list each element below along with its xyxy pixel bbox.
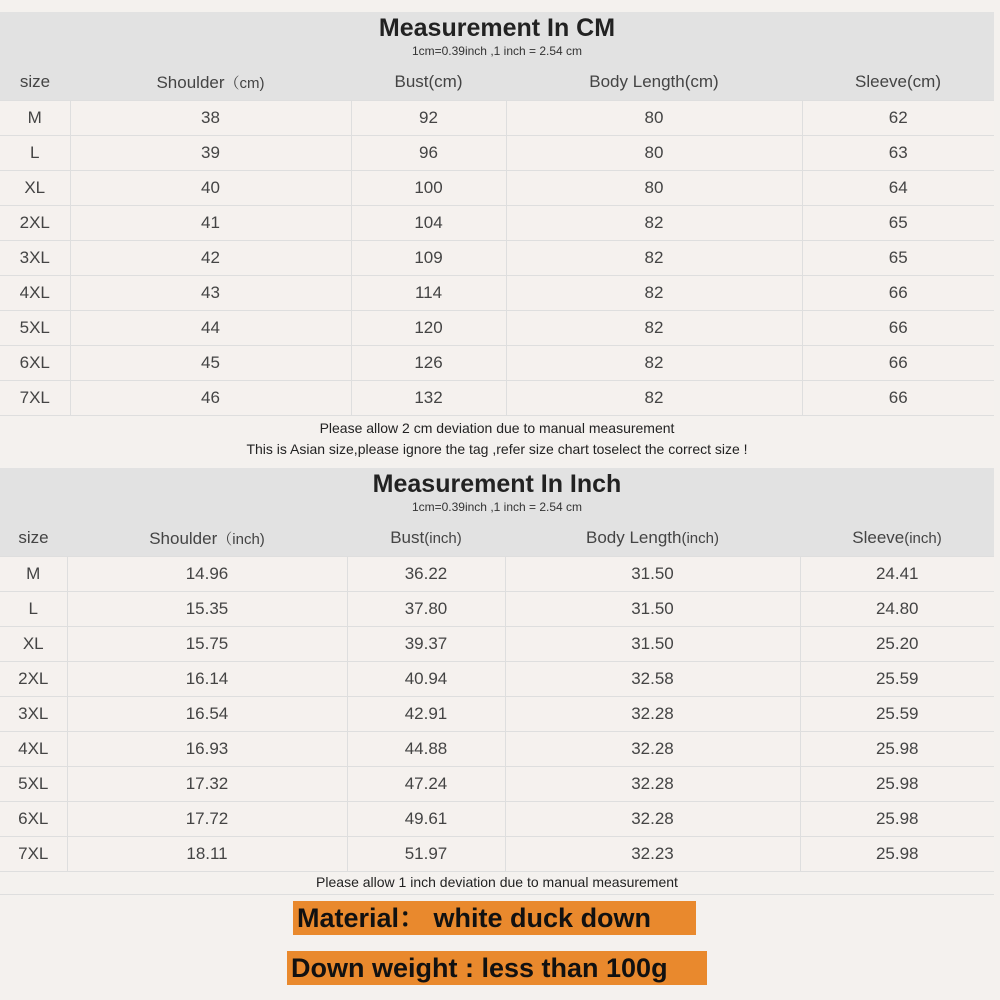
cm-column-header: [70, 64, 351, 101]
size-cell: 5XL: [0, 767, 67, 802]
table-row: [0, 311, 994, 346]
size-cell: 6XL: [0, 346, 70, 381]
measurement-cell: 126: [351, 346, 506, 381]
measurement-cell: 25.98: [800, 732, 994, 767]
cm-column-label: size: [19, 72, 51, 91]
measurement-cell: 38: [70, 101, 351, 136]
measurement-cell: 25.59: [800, 697, 994, 732]
measurement-cell: 15.75: [67, 627, 347, 662]
size-cell: M: [0, 101, 70, 136]
measurement-cell: 120: [351, 311, 506, 346]
measurement-cell: 80: [506, 171, 802, 206]
measurement-cell: 32.28: [505, 802, 800, 837]
measurement-cell: 114: [351, 276, 506, 311]
table-row: [0, 136, 994, 171]
table-row: [0, 767, 994, 802]
measurement-cell: 49.61: [347, 802, 505, 837]
cm-column-label: Sleeve(cm): [855, 72, 941, 91]
size-cell: 2XL: [0, 662, 67, 697]
measurement-cell: 51.97: [347, 837, 505, 872]
asian-size-note: This is Asian size,please ignore the tag ,refer size chart toselect the correct size !: [246, 441, 748, 457]
inch-column-label: Body Length: [586, 528, 682, 547]
measurement-cell: 25.98: [800, 837, 994, 872]
table-row: [0, 627, 994, 662]
measurement-cell: 82: [506, 381, 802, 416]
cm-column-header: [506, 64, 802, 101]
cm-chart-title: Measurement In CM: [378, 14, 616, 42]
measurement-cell: 32.28: [505, 767, 800, 802]
measurement-cell: 82: [506, 241, 802, 276]
size-cell: XL: [0, 171, 70, 206]
measurement-cell: 46: [70, 381, 351, 416]
cm-size-chart: [0, 12, 994, 459]
inch-column-header: [67, 520, 347, 557]
inch-column-label: Shoulder: [149, 528, 218, 548]
measurement-cell: 40: [70, 171, 351, 206]
cm-deviation-note: Please allow 2 cm deviation due to manual measurement: [319, 420, 675, 436]
measurement-cell: 32.58: [505, 662, 800, 697]
measurement-cell: 64: [802, 171, 994, 206]
measurement-cell: 92: [351, 101, 506, 136]
measurement-cell: 25.59: [800, 662, 994, 697]
cm-column-label: Body Length(cm): [589, 72, 719, 91]
measurement-cell: 65: [802, 206, 994, 241]
measurement-cell: 80: [506, 136, 802, 171]
measurement-cell: 31.50: [505, 557, 800, 592]
size-cell: XL: [0, 627, 67, 662]
cm-notes: [0, 415, 994, 459]
size-cell: 4XL: [0, 276, 70, 311]
inch-column-label: Sleeve: [852, 528, 905, 547]
table-row: [0, 171, 994, 206]
inch-deviation-note: Please allow 1 inch deviation due to manual measurement: [316, 874, 678, 890]
measurement-cell: 82: [506, 206, 802, 241]
size-cell: 6XL: [0, 802, 67, 837]
measurement-cell: 36.22: [347, 557, 505, 592]
table-row: [0, 101, 994, 136]
table-row: [0, 592, 994, 627]
size-cell: L: [0, 592, 67, 627]
measurement-cell: 16.93: [67, 732, 347, 767]
inch-header-row: [0, 520, 994, 557]
measurement-cell: 16.54: [67, 697, 347, 732]
inch-chart-subtitle: 1cm=0.39inch ,1 inch = 2.54 cm: [411, 500, 583, 514]
size-cell: 3XL: [0, 241, 70, 276]
measurement-cell: 31.50: [505, 627, 800, 662]
table-row: [0, 557, 994, 592]
cm-column-header: [351, 64, 506, 101]
cm-column-label: Bust(cm): [394, 72, 463, 91]
measurement-cell: 66: [802, 381, 994, 416]
inch-notes: [0, 871, 994, 895]
measurement-cell: 65: [802, 241, 994, 276]
measurement-cell: 32.23: [505, 837, 800, 872]
cm-column-header: [802, 64, 994, 101]
material-badge: Material： white duck down: [293, 901, 696, 935]
inch-column-unit: (inch): [904, 530, 942, 547]
measurement-cell: 14.96: [67, 557, 347, 592]
size-cell: 3XL: [0, 697, 67, 732]
table-row: [0, 381, 994, 416]
cm-column-header: [0, 64, 70, 101]
measurement-cell: 25.98: [800, 802, 994, 837]
measurement-cell: 24.80: [800, 592, 994, 627]
measurement-cell: 15.35: [67, 592, 347, 627]
measurement-cell: 43: [70, 276, 351, 311]
inch-column-header: [347, 520, 505, 557]
inch-column-label: size: [18, 528, 49, 547]
measurement-cell: 39: [70, 136, 351, 171]
measurement-cell: 44.88: [347, 732, 505, 767]
down-weight-badge: Down weight : less than 100g: [287, 951, 707, 985]
table-row: [0, 802, 994, 837]
inch-column-header: [800, 520, 994, 557]
table-row: [0, 346, 994, 381]
inch-size-table: [0, 520, 994, 871]
measurement-cell: 80: [506, 101, 802, 136]
measurement-cell: 44: [70, 311, 351, 346]
measurement-cell: 32.28: [505, 732, 800, 767]
measurement-cell: 62: [802, 101, 994, 136]
inch-column-unit: (inch): [681, 530, 719, 547]
measurement-cell: 63: [802, 136, 994, 171]
measurement-cell: 37.80: [347, 592, 505, 627]
inch-column-unit: （inch): [217, 530, 265, 548]
measurement-cell: 17.72: [67, 802, 347, 837]
measurement-cell: 66: [802, 346, 994, 381]
measurement-cell: 39.37: [347, 627, 505, 662]
size-cell: M: [0, 557, 67, 592]
measurement-cell: 42: [70, 241, 351, 276]
size-cell: 4XL: [0, 732, 67, 767]
table-row: [0, 206, 994, 241]
measurement-cell: 41: [70, 206, 351, 241]
measurement-cell: 42.91: [347, 697, 505, 732]
table-row: [0, 837, 994, 872]
measurement-cell: 24.41: [800, 557, 994, 592]
inch-column-label: Bust: [390, 528, 425, 547]
inch-chart-title: Measurement In Inch: [372, 470, 622, 498]
measurement-cell: 132: [351, 381, 506, 416]
measurement-cell: 25.20: [800, 627, 994, 662]
inch-column-header: [505, 520, 800, 557]
cm-header-row: [0, 64, 994, 101]
measurement-cell: 104: [351, 206, 506, 241]
table-row: [0, 241, 994, 276]
cm-chart-subtitle: 1cm=0.39inch ,1 inch = 2.54 cm: [411, 44, 583, 58]
table-row: [0, 276, 994, 311]
measurement-cell: 32.28: [505, 697, 800, 732]
cm-column-label: Shoulder: [156, 72, 225, 92]
measurement-cell: 16.14: [67, 662, 347, 697]
measurement-cell: 66: [802, 276, 994, 311]
measurement-cell: 40.94: [347, 662, 505, 697]
inch-column-header: [0, 520, 67, 557]
measurement-cell: 66: [802, 311, 994, 346]
size-cell: 2XL: [0, 206, 70, 241]
measurement-cell: 109: [351, 241, 506, 276]
measurement-cell: 17.32: [67, 767, 347, 802]
measurement-cell: 96: [351, 136, 506, 171]
measurement-cell: 82: [506, 276, 802, 311]
table-row: [0, 732, 994, 767]
table-row: [0, 662, 994, 697]
measurement-cell: 45: [70, 346, 351, 381]
measurement-cell: 82: [506, 346, 802, 381]
inch-column-unit: (inch): [424, 530, 462, 547]
size-cell: L: [0, 136, 70, 171]
measurement-cell: 31.50: [505, 592, 800, 627]
measurement-cell: 18.11: [67, 837, 347, 872]
table-row: [0, 697, 994, 732]
size-cell: 7XL: [0, 381, 70, 416]
measurement-cell: 25.98: [800, 767, 994, 802]
inch-size-chart: [0, 468, 994, 895]
measurement-cell: 82: [506, 311, 802, 346]
size-cell: 7XL: [0, 837, 67, 872]
cm-size-table: [0, 64, 994, 415]
cm-title-band: [0, 12, 994, 64]
measurement-cell: 100: [351, 171, 506, 206]
measurement-cell: 47.24: [347, 767, 505, 802]
cm-column-unit: （cm): [224, 74, 265, 92]
size-cell: 5XL: [0, 311, 70, 346]
inch-title-band: [0, 468, 994, 520]
